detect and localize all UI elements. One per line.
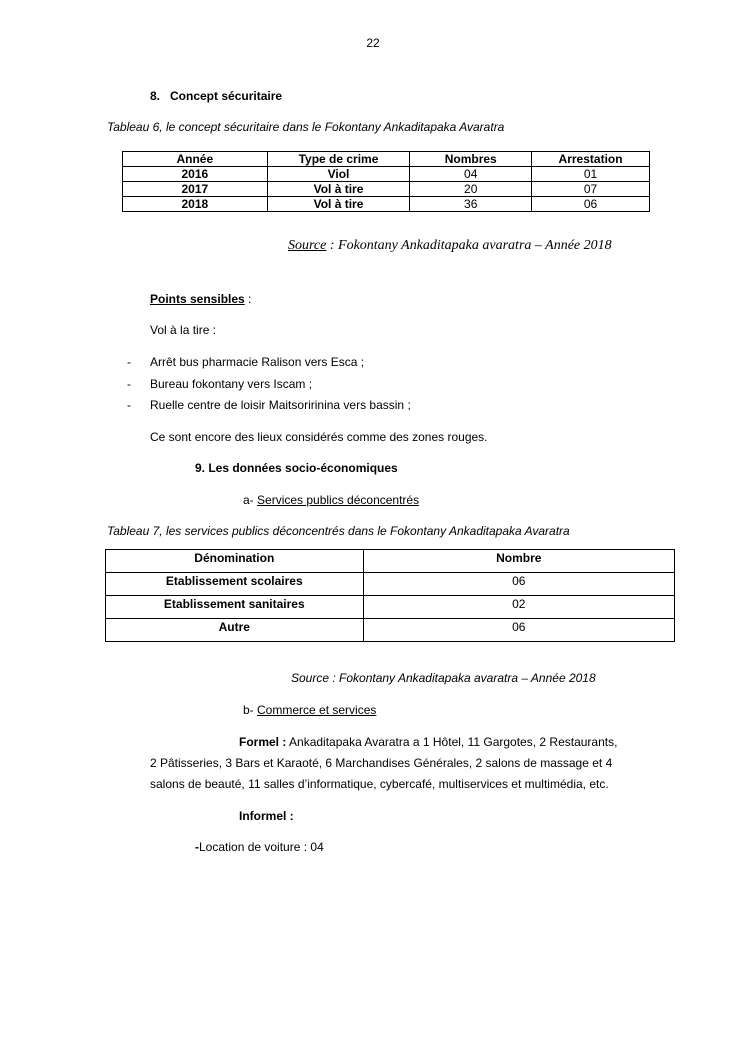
section-8-heading: 8. Concept sécuritaire — [150, 89, 283, 103]
list-item: Bureau fokontany vers Iscam ; — [150, 377, 313, 391]
table-6-source — [288, 238, 612, 254]
cell-arrest: 07 — [532, 182, 650, 197]
subsection-b-heading — [243, 703, 376, 717]
table-header-row — [106, 550, 675, 573]
column-header-denomination: Dénomination — [106, 550, 364, 573]
column-header-year: Année — [123, 152, 268, 167]
cell-count: 36 — [410, 197, 532, 212]
points-sensibles-heading — [150, 292, 251, 306]
points-conclusion: Ce sont encore des lieux considérés comme des zones rouges. — [150, 430, 488, 444]
table-7-source: Source : Fokontany Ankaditapaka avaratra – Année 2018 — [291, 671, 596, 685]
list-bullet: - — [127, 398, 131, 412]
cell-count: 04 — [410, 167, 532, 182]
cell-crime-type: Vol à tire — [267, 182, 410, 197]
list-item: Arrêt bus pharmacie Ralison vers Esca ; — [150, 355, 365, 369]
source-label: Source — [288, 238, 327, 253]
column-header-count: Nombres — [410, 152, 532, 167]
cell-arrest: 01 — [532, 167, 650, 182]
cell-count: 20 — [410, 182, 532, 197]
cell-arrest: 06 — [532, 197, 650, 212]
cell-year: 2016 — [123, 167, 268, 182]
subsection-a-prefix: a- — [243, 493, 258, 507]
formel-label: Formel : — [239, 735, 287, 749]
location-line — [195, 840, 324, 854]
subsection-b-prefix: b- — [243, 703, 258, 717]
table-row — [123, 197, 650, 212]
cell-number: 06 — [363, 573, 674, 596]
cell-denomination: Etablissement scolaires — [106, 573, 364, 596]
location-dash: - — [195, 840, 199, 854]
public-services-table — [105, 549, 675, 642]
cell-crime-type: Viol — [267, 167, 410, 182]
formel-line-2: 2 Pâtisseries, 3 Bars et Karaoté, 6 Marchandises Générales, 2 salons de massage et 4 — [150, 756, 613, 770]
table-row — [123, 182, 650, 197]
source-text: : Fokontany Ankaditapaka avaratra – Année 2018 — [326, 238, 612, 253]
cell-year: 2018 — [123, 197, 268, 212]
column-header-number: Nombre — [363, 550, 674, 573]
security-table — [122, 151, 650, 212]
table-header-row — [123, 152, 650, 167]
section-9-heading: 9. Les données socio-économiques — [195, 461, 398, 475]
subsection-a-title: Services publics déconcentrés — [257, 493, 420, 507]
cell-crime-type: Vol à tire — [267, 197, 410, 212]
formel-line-3: salons de beauté, 11 salles d’informatique, cybercafé, multiservices et multimédia, etc. — [150, 777, 609, 791]
vol-a-la-tire-label: Vol à la tire : — [150, 323, 217, 337]
cell-denomination: Etablissement sanitaires — [106, 596, 364, 619]
table-row — [106, 573, 675, 596]
table-row — [106, 596, 675, 619]
table-row — [123, 167, 650, 182]
cell-number: 06 — [363, 619, 674, 642]
column-header-arrest: Arrestation — [532, 152, 650, 167]
subsection-b-title: Commerce et services — [257, 703, 377, 717]
page-number: 22 — [366, 36, 380, 50]
column-header-crime-type: Type de crime — [267, 152, 410, 167]
location-text: Location de voiture : 04 — [199, 840, 324, 854]
subsection-a-heading — [243, 493, 419, 507]
formel-line-1 — [239, 735, 617, 749]
list-bullet: - — [127, 355, 131, 369]
informel-label: Informel : — [239, 809, 294, 823]
points-sensibles-suffix: : — [244, 292, 252, 306]
cell-number: 02 — [363, 596, 674, 619]
list-bullet: - — [127, 377, 131, 391]
cell-year: 2017 — [123, 182, 268, 197]
table-row — [106, 619, 675, 642]
formel-text: Ankaditapaka Avaratra a 1 Hôtel, 11 Gargotes, 2 Restaurants, — [286, 735, 618, 749]
points-sensibles-title: Points sensibles — [150, 292, 245, 306]
list-item: Ruelle centre de loisir Maitsoririnina vers bassin ; — [150, 398, 411, 412]
cell-denomination: Autre — [106, 619, 364, 642]
table-6-caption: Tableau 6, le concept sécuritaire dans le Fokontany Ankaditapaka Avaratra — [107, 120, 505, 134]
table-7-caption: Tableau 7, les services publics déconcentrés dans le Fokontany Ankaditapaka Avaratra — [107, 524, 570, 538]
